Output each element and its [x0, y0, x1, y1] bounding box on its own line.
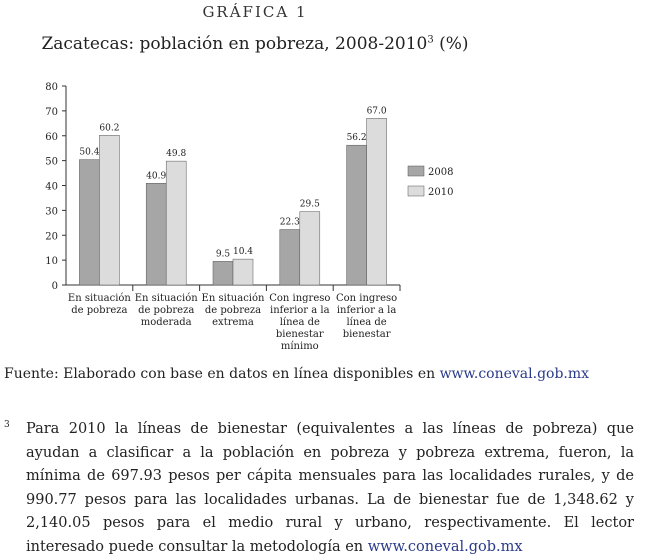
- bar-2010: [166, 161, 186, 285]
- y-tick-label: 20: [45, 231, 58, 243]
- bar-2008: [79, 160, 99, 285]
- x-category-label-line: bienestar: [275, 329, 324, 340]
- chart-title: Zacatecas: población en pobreza, 2008-2010$^3$ (%): [41, 34, 469, 54]
- x-category-label: [135, 293, 198, 328]
- legend-label: 2010: [428, 187, 454, 198]
- footnote-text: Para 2010 la líneas de bienestar (equivalentes a las líneas de pobreza) que ayudan a clasificar a la población en pobreza y pobreza extrema, fueron, la mínima de 697.93 pesos per cápita mensuales para las localidades rurales, y de 990.77 pesos para las localidades urbanas. La de bienestar fue de 1,348.62 y 2,140.05 pesos para el medio rural y urbano, respectivamente. El lector interesado puede consultar la metodología en: [26, 421, 634, 555]
- bar-value-label: 40.9: [146, 171, 167, 182]
- legend-label: 2008: [428, 167, 454, 178]
- x-category-label: [336, 293, 397, 340]
- x-category-label-line: mínimo: [280, 341, 319, 352]
- y-tick-label: 50: [45, 156, 58, 168]
- x-category-label-line: En situación: [67, 293, 131, 304]
- bar-2010: [367, 118, 387, 285]
- bar-2008: [280, 230, 300, 285]
- legend-swatch-2010: [408, 186, 424, 196]
- y-tick-label: 60: [45, 131, 58, 143]
- bar-value-label: 9.5: [215, 249, 231, 260]
- x-category-label-line: inferior a la: [336, 305, 397, 316]
- x-category-label: [269, 293, 330, 352]
- y-tick-label: 40: [45, 181, 58, 193]
- x-category-label-line: En situación: [134, 293, 198, 304]
- bar-value-label: 60.2: [99, 123, 120, 134]
- x-category-label-line: inferior a la: [270, 305, 330, 316]
- x-category-label: [68, 293, 131, 316]
- x-category-label-line: En situación: [201, 293, 265, 304]
- bar-2010: [99, 135, 119, 285]
- bar-value-label: 56.2: [346, 133, 367, 144]
- y-tick-label: 10: [45, 256, 58, 268]
- footnote-mark: 3: [4, 420, 10, 430]
- bar-2008: [146, 183, 166, 285]
- bar-value-label: 22.3: [279, 217, 300, 228]
- bar-2008: [213, 261, 233, 285]
- x-category-label-line: Con ingreso: [269, 293, 331, 304]
- x-category-label-line: de pobreza: [204, 305, 262, 316]
- y-tick-label: 0: [51, 281, 58, 292]
- x-category-label-line: línea de: [346, 317, 387, 328]
- y-tick-label: 70: [45, 106, 58, 118]
- x-category-label: [202, 293, 265, 328]
- x-category-label-line: extrema: [212, 317, 254, 328]
- bar-2010: [300, 212, 320, 285]
- bar-2010: [233, 259, 253, 285]
- footnote: [4, 418, 634, 559]
- bar-value-label: 67.0: [366, 106, 387, 117]
- figure-heading: GRÁFICA 1: [202, 3, 308, 21]
- y-tick-label: 30: [45, 206, 58, 218]
- y-tick-label: 80: [45, 82, 58, 93]
- bar-value-label: 29.5: [299, 199, 320, 210]
- bar-value-label: 49.8: [166, 149, 187, 160]
- x-category-label-line: de pobreza: [71, 305, 128, 316]
- bar-value-label: 50.4: [79, 147, 100, 158]
- bar-2008: [347, 145, 367, 285]
- source-link[interactable]: www.coneval.gob.mx: [439, 366, 590, 382]
- legend-swatch-2008: [408, 166, 424, 176]
- x-category-label-line: bienestar: [342, 329, 391, 340]
- x-category-label-line: de pobreza: [138, 305, 195, 316]
- x-category-label-line: Con ingreso: [336, 293, 398, 304]
- source-note: Fuente: Elaborado con base en datos en línea disponibles en www.coneval.gob.mx: [4, 366, 590, 382]
- footnote-link[interactable]: www.coneval.gob.mx: [367, 538, 523, 555]
- x-category-label-line: línea de: [279, 317, 320, 328]
- x-category-label-line: moderada: [140, 317, 192, 328]
- bar-value-label: 10.4: [232, 247, 254, 258]
